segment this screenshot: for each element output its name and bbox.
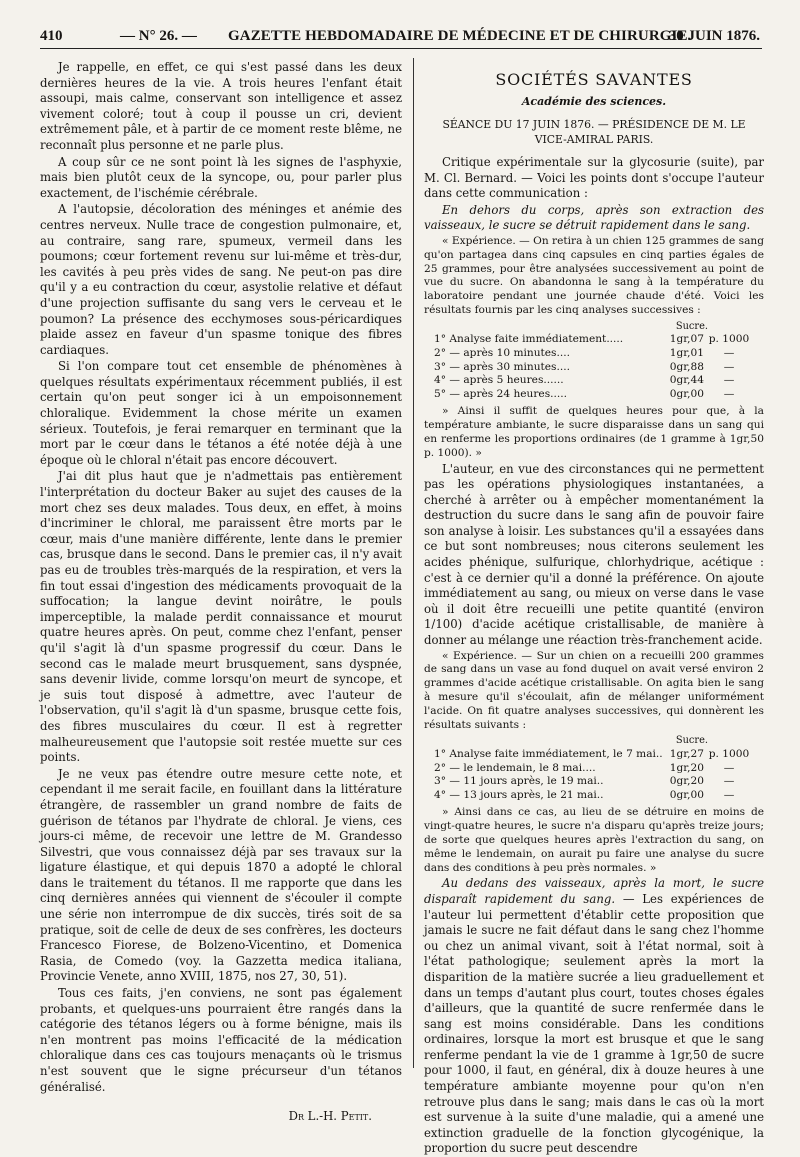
paragraph: A l'autopsie, décoloration des méninges et anémie des centres nerveux. Nulle trace de congestion pulmonaire, et, au contraire, sang rare, spumeux, vermeil dans les poumons; cœur fortement revenu sur lui-même et très-dur, les cavités à peu près vides de sang. Ne peut-on pas dire qu'il y a eu contraction du cœur, asystolie relative et défaut d'une projection suffisante du sang vers le cerveau et le poumon? La présence des ecchymoses sous-péricardiques plaide assez en faveur d'un spasme tonique des fibres cardiaques. <box>40 202 402 357</box>
row-value: 0gr,00 <box>669 387 704 400</box>
row-label: 1° Analyse faite immédiatement, le 7 mai.. <box>434 748 663 760</box>
conclusion-paragraph: » Ainsi dans ce cas, au lieu de se détruire en moins de vingt-quatre heures, le sucre n'a disparu qu'après treize jours; de sorte que quelques heures après l'extraction du sang, on même le lendemain, on aurait pu faire une analyse du sucre dans des conditions à peu près normales. » <box>424 806 764 874</box>
seance-line: SÉANCE DU 17 JUIN 1876. — PRÉSIDENCE DE M. LE VICE-AMIRAL PARIS. <box>442 118 746 146</box>
row-value: 1gr,01 <box>669 346 704 359</box>
left-column <box>40 60 402 1124</box>
row-label: 4° — 13 jours après, le 21 mai.. <box>434 788 604 801</box>
row-label: 1° Analyse faite immédiatement..... <box>434 333 624 346</box>
table-row <box>434 762 764 776</box>
row-unit: — <box>723 761 735 774</box>
table-row <box>434 333 764 347</box>
issue-date: 30 JUIN 1876. <box>668 28 760 44</box>
row-label: 2° — le lendemain, le 8 mai.... <box>434 761 596 774</box>
row-unit: — <box>723 387 735 400</box>
row-label: 3° — 11 jours après, le 19 mai.. <box>434 775 604 788</box>
row-value: 0gr,20 <box>669 775 704 788</box>
row-label: 3° — après 30 minutes.... <box>434 360 570 373</box>
row-value: 1gr,07 <box>669 333 704 346</box>
table-header: Sucre. <box>675 735 708 747</box>
row-unit: — <box>723 775 735 788</box>
author-signature: Dr L.-H. Petit. <box>288 1109 372 1124</box>
table-row <box>434 347 764 361</box>
experience-paragraph: « Expérience. — On retira à un chien 125 grammes de sang qu'on partagea dans cinq capsules en cinq parties égales de 25 grammes, pour être analysées successivement au point de vue du sucre. On abandonna le sang à la température du laboratoire pendant une journée chaude d'été. Voici les résultats fournis par les cinq analyses successives : <box>424 234 764 316</box>
final-paragraph <box>424 876 764 1157</box>
row-value: 0gr,88 <box>669 360 704 373</box>
paragraph: Si l'on compare tout cet ensemble de phénomènes à quelques résultats expérimentaux récemment publiés, il est certain qu'on peut songer ici à un empoisonnement chloralique. Evidemment la chose mérite un examen sérieux. Toutefois, je ferai remarquer en terminant que la mort par le cœur dans le tétanos a été notée déjà à une époque où le chloral n'était pas encore découvert. <box>40 359 402 467</box>
subsection-title: Académie des sciences. <box>521 95 667 108</box>
row-unit: p. 1000 <box>708 748 750 760</box>
table-row <box>434 789 764 803</box>
row-unit: — <box>723 346 735 359</box>
row-unit: p. 1000 <box>708 333 750 346</box>
row-label: 4° — après 5 heures...... <box>434 374 564 387</box>
table-row <box>434 374 764 388</box>
journal-title: GAZETTE HEBDOMADAIRE DE MÉDECINE ET DE CHIRURGIE. <box>228 28 692 44</box>
table-row <box>434 361 764 375</box>
results-table <box>434 734 764 802</box>
table-row <box>434 388 764 402</box>
paragraph: A coup sûr ce ne sont point là les signes de l'asphyxie, mais bien plutôt ceux de la syncope, ou, pour parler plus exactement, de l'ischémie cérébrale. <box>40 154 402 200</box>
row-label: 2° — après 10 minutes.... <box>434 346 570 359</box>
page-number: 410 <box>40 28 63 44</box>
row-value: 0gr,00 <box>669 788 704 801</box>
issue-number: — N° 26. — <box>120 28 197 44</box>
results-table <box>434 320 764 402</box>
author-paragraph: L'auteur, en vue des circonstances qui ne permettent pas les opérations physiologiques instantanées, a cherché à arrêter ou à empêcher momentanément la destruction du sucre dans le sang afin de pouvoir faire son analyse à loisir. Les substances qu'il a essayées dans ce but sont nombreuses; nous citerons seulement les acides phénique, sulfurique, chlorhydrique, acétique : c'est à ce dernier qu'il a donné la préférence. On ajoute immédiatement au sang, ou mieux on verse dans le vase où il doit être recueilli une petite quantité (environ 1/100) d'acide acétique cristallisable, de manière à donner au mélange une réaction très-franchement acide. <box>424 461 764 648</box>
row-label: 5° — après 24 heures..... <box>434 387 567 400</box>
experience-paragraph: « Expérience. — Sur un chien on a recueilli 200 grammes de sang dans un vase au fond duquel on avait versé environ 2 grammes d'acide acétique cristallisable. On agita bien le sang à mesure qu'il s'écoulait, afin de mélanger uniformément l'acide. On fit quatre analyses successives, qui donnèrent les résultats suivants : <box>424 649 764 731</box>
paragraph: Tous ces faits, j'en conviens, ne sont pas également probants, et quelques-uns pourraient être rangés dans la catégorie des tétanos légers ou à forme bénigne, mais ils n'en montrent pas moins l'efficacité de la médication chloralique dans ces cas toujours menaçants où le trismus n'est souvent que le signe précurseur d'un tétanos généralisé. <box>40 986 402 1094</box>
column-divider <box>413 58 414 1068</box>
row-unit: — <box>723 374 735 387</box>
table-row <box>434 775 764 789</box>
row-value: 1gr,20 <box>669 761 704 774</box>
page-header <box>40 26 762 49</box>
paragraph: Je ne veux pas étendre outre mesure cette note, et cependant il me serait facile, en fouillant dans la littérature étrangère, de rassembler un grand nombre de faits de guérison de tétanos par l'hydrate de chloral. Je viens, ces jours-ci même, de recevoir une lettre de M. Grandesso Silvestri, que vous connaissez déjà par ses travaux sur la ligature élastique, et qui depuis 1870 a adopté le chloral dans le traitement du tétanos. Il me rapporte que dans les cinq dernières années qui viennent de s'écouler il compte une série non interrompue de dix succès, tirés soit de sa pratique, soit de celle de deux de ses confrères, les docteurs Francesco Fiorese, de Bolzeno-Vicentino, et Domenica Rasia, de Comedo (voy. la Gazzetta medica italiana, Provincie Venete, anno XVIII, 1875, nos 27, 30, 51). <box>40 766 402 984</box>
row-unit: — <box>723 360 735 373</box>
right-column <box>424 60 764 1156</box>
lead-italic <box>424 203 764 234</box>
lead-italic-text: Au dedans des vaisseaux, après la mort, le sucre disparaît rapidement du sang. <box>424 876 764 906</box>
conclusion-paragraph: » Ainsi il suffit de quelques heures pour que, à la température ambiante, le sucre disparaisse dans un sang qui en renferme les proportions ordinaires (de 1 gramme à 1gr,50 p. 1000). » <box>424 405 764 459</box>
lead-italic-text: En dehors du corps, après son extraction des vaisseaux, le sucre se détruit rapidement dans le sang. <box>424 202 764 233</box>
table-row <box>434 748 764 762</box>
paragraph: Je rappelle, en effet, ce qui s'est passé dans les deux dernières heures de la vie. A trois heures l'enfant était assoupi, mais calme, conservant son intelligence et assez vivement coloré; tout à coup il pousse un cri, devient extrêmement pâle, et à partir de ce moment reste blême, ne reconnaît plus personne et ne parle plus. <box>40 60 402 152</box>
row-value: 0gr,44 <box>669 374 704 387</box>
paragraph: J'ai dit plus haut que je n'admettais pas entièrement l'interprétation du docteur Baker au sujet des causes de la mort chez ses deux malades. Tous deux, en effet, à moins d'incriminer le chloral, me paraissent être morts par le cœur, mais d'une manière différente, lente dans le premier cas, brusque dans le second. Dans le premier cas, il n'y avait pas eu de troubles très-marqués de la respiration, et vers la fin tout essai d'ingestion des médicaments provoquait de la suffocation; la langue devint noirâtre, le pouls imperceptible, la malade perdit connaissance et mourut quatre heures après. On peut, comme chez l'enfant, penser qu'il s'agit là d'un spasme progressif du cœur. Dans le second cas le malade meurt brusquement, sans dyspnée, sans devenir livide, comme lorsqu'on meurt de syncope, et je suis tout disposé à admettre, avec l'auteur de l'observation, qu'il s'agit là d'un spasme, brusque cette fois, des fibres musculaires du cœur. Il est à regretter malheureusement que l'autopsie soit restée muette sur ces points. <box>40 469 402 765</box>
row-value: 1gr,27 <box>669 748 704 760</box>
intro-paragraph: Critique expérimentale sur la glycosurie (suite), par M. Cl. Bernard. — Voici les points dont s'occupe l'auteur dans cette communication : <box>424 155 764 201</box>
table-header: Sucre. <box>675 320 708 332</box>
section-title: SOCIÉTÉS SAVANTES <box>495 70 693 89</box>
row-unit: — <box>723 788 735 801</box>
final-paragraph-text: — Les expériences de l'auteur lui permettent d'établir cette proposition que jamais le sucre ne fait défaut dans le sang chez l'homme ou chez un animal vivant, soit à l'état normal, soit à l'état pathologique; seulement après la mort la disparition de la matière sucrée a lieu graduellement et dans un temps d'autant plus court, toutes choses égales d'ailleurs, que la quantité de sucre renfermée dans le sang est moins considérable. Dans les conditions ordinaires, lorsque la mort est brusque et que le sang renferme pendant la vie de 1 gramme à 1gr,50 de sucre pour 1000, il faut, en général, dix à douze heures à une température ambiante moyenne pour qu'on n'en retrouve plus dans le sang; mais dans le cas où la mort est survenue à la suite d'une maladie, qui a amené une extinction graduelle de la fonction glycogénique, la proportion du sucre peut descendre <box>424 891 764 1156</box>
